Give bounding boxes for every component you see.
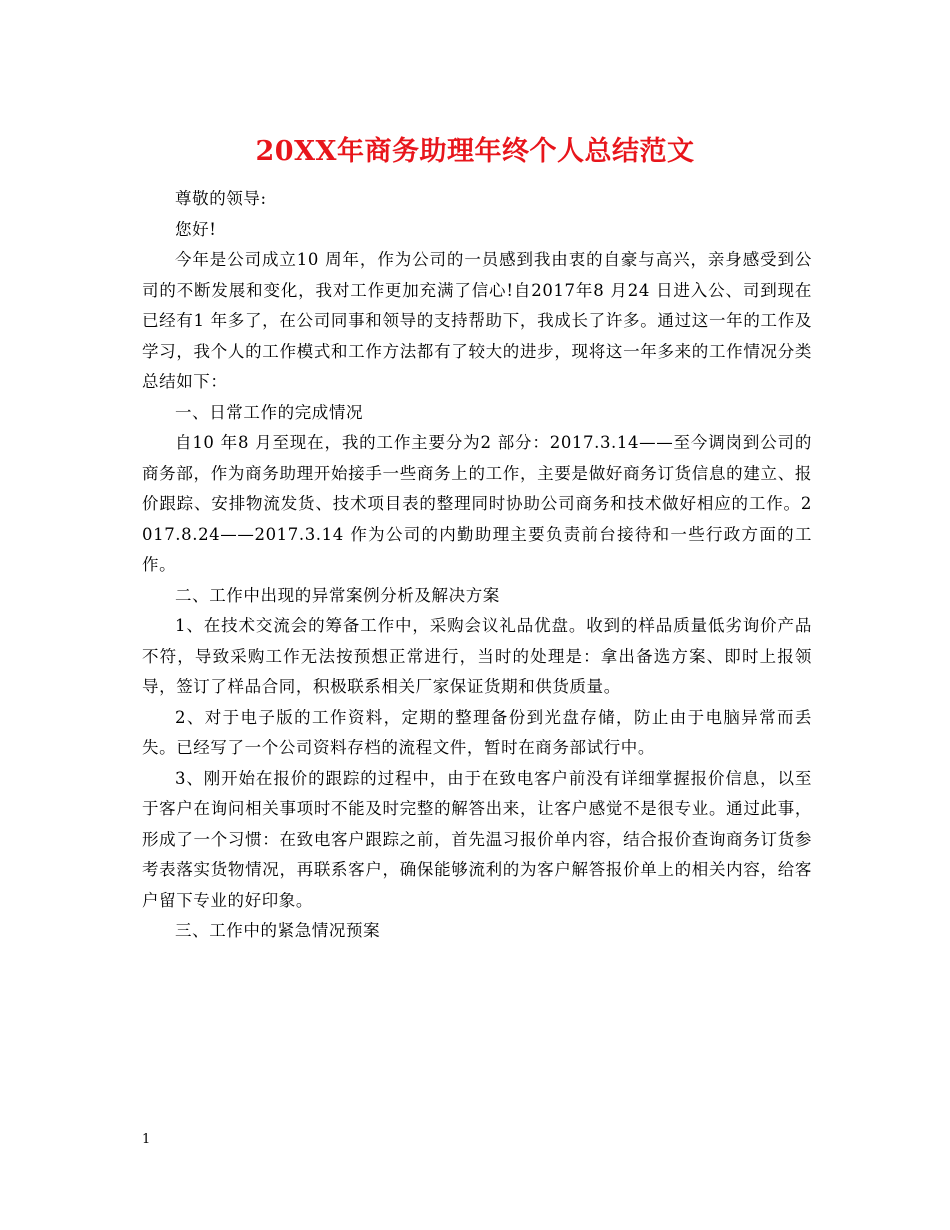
- case-item-3: 3、刚开始在报价的跟踪的过程中，由于在致电客户前没有详细掌握报价信息，以至于客户在询问相关事项时不能及时完整的解答出来，让客户感觉不是很专业。通过此事，形成了一个习惯：在致电客户跟踪之前，首先温习报价单内容，结合报价查询商务订货参考表落实货物情况，再联系客户，确保能够流利的为客户解答报价单上的相关内容，给客户留下专业的好印象。: [142, 768, 812, 910]
- section-heading-3: 三、工作中的紧急情况预案: [175, 921, 381, 940]
- document-body: [142, 184, 812, 947]
- greeting: 您好!: [175, 219, 217, 239]
- salutation: 尊敬的领导:: [175, 189, 267, 208]
- page-number: 1: [142, 1132, 151, 1147]
- paragraph-daily-work: 自10 年8 月至现在，我的工作主要分为2 部分：2017.3.14——至今调岗到公司的商务部，作为商务助理开始接手一些商务上的工作，主要是做好商务订货信息的建立、报价跟踪、安排物流发货、技术项目表的整理同时协助公司商务和技术做好相应的工作。2017.8.24——2017.3.14 作为公司的内勤助理主要负责前台接待和一些行政方面的工作。: [142, 433, 812, 574]
- case-item-2: 2、对于电子版的工作资料，定期的整理备份到光盘存储，防止由于电脑异常而丢失。已经写了一个公司资料存档的流程文件，暂时在商务部试行中。: [142, 707, 812, 757]
- document-title: 20XX年商务助理年终个人总结范文: [255, 136, 695, 167]
- case-item-1: 1、在技术交流会的筹备工作中，采购会议礼品优盘。收到的样品质量低劣询价产品不符，导致采购工作无法按预想正常进行，当时的处理是：拿出备选方案、即时上报领导，签订了样品合同，积极联系相关厂家保证货期和供货质量。: [142, 616, 812, 696]
- section-heading-2: 二、工作中出现的异常案例分析及解决方案: [175, 585, 500, 605]
- section-heading-1: 一、日常工作的完成情况: [175, 402, 364, 422]
- intro-paragraph: 今年是公司成立10 周年，作为公司的一员感到我由衷的自豪与高兴，亲身感受到公司的不断发展和变化，我对工作更加充满了信心!自2017年8 月24 日进入公、司到现在已经有1 年多了，在公司同事和领导的支持帮助下，我成长了许多。通过这一年的工作及学习，我个人的工作模式和工作方法都有了较大的进步，现将这一年多来的工作情况分类总结如下：: [142, 250, 812, 391]
